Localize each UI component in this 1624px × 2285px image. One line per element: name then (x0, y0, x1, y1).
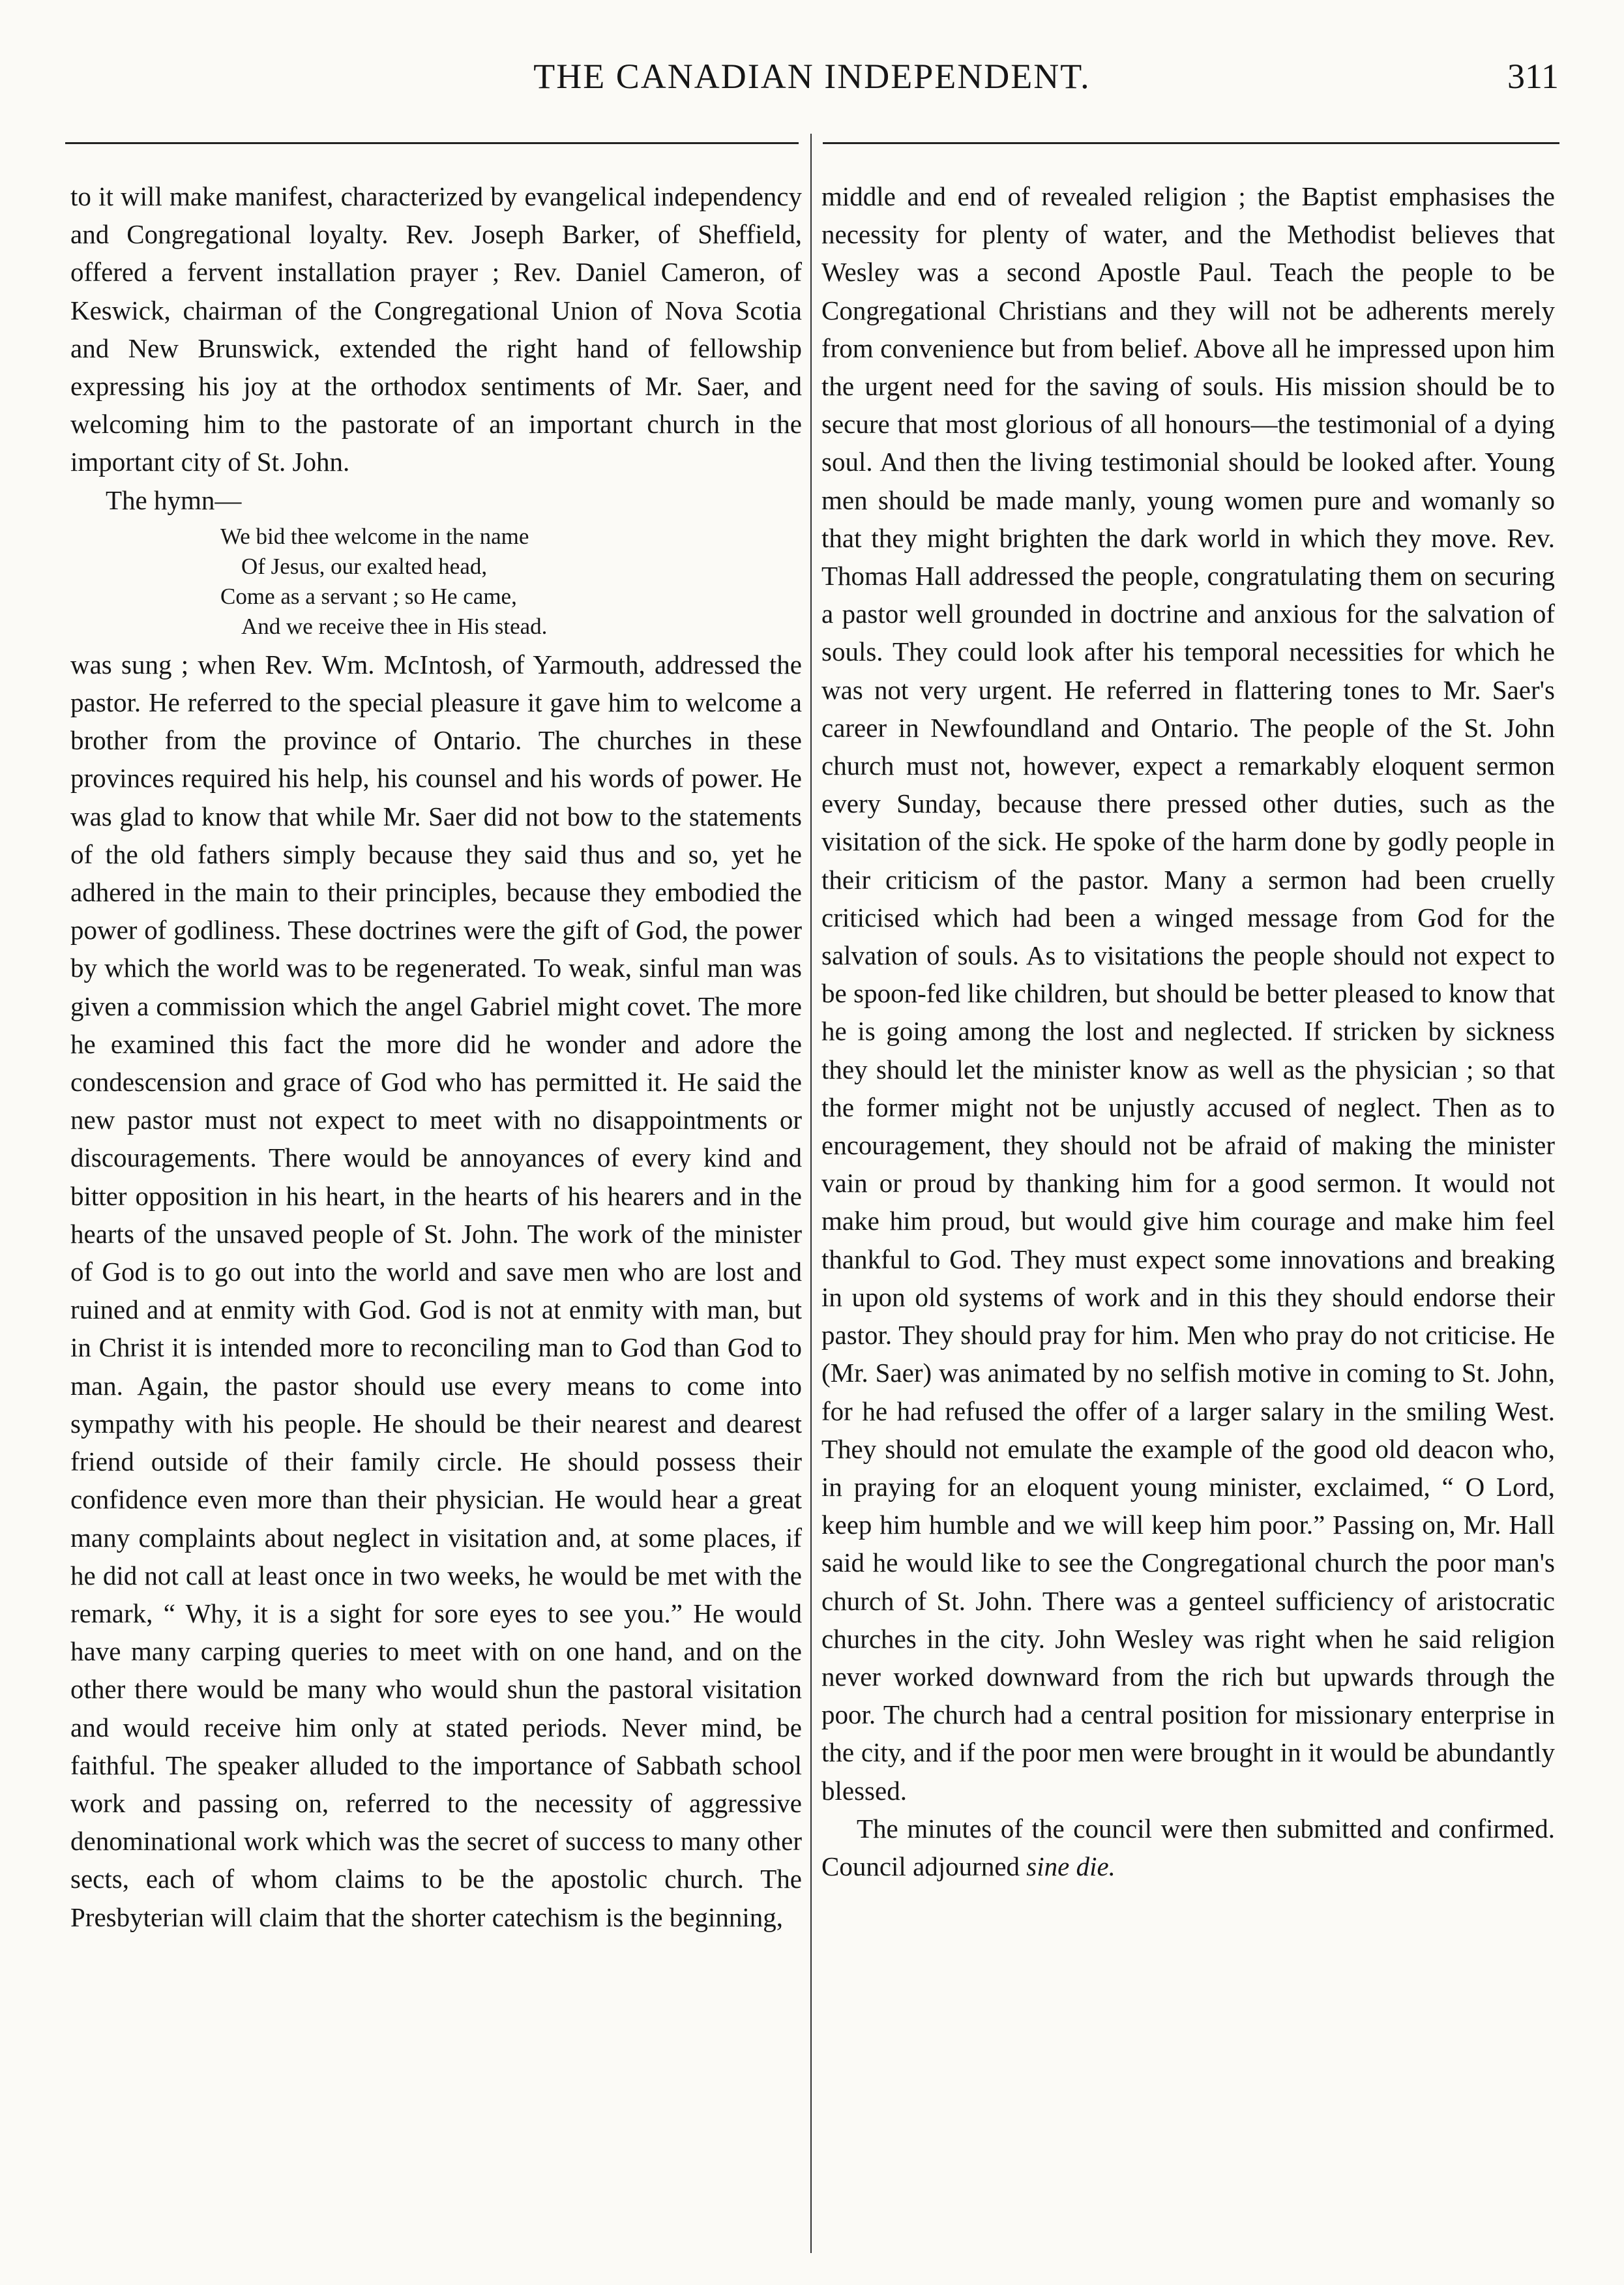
hymn-intro: The hymn— (106, 485, 242, 515)
right-paragraph-1: middle and end of revealed religion ; the Baptist emphasises the necessity for plenty of water, and the Methodist believes that Wesley was a second Apostle Paul. Teach the people to be Congregational Christians and they will not be adherents merely from convenience but from belief. Above all he impressed upon him the urgent need for the saving of souls. His mission should be to secure that most glorious of all honours—the testimonial of a dying soul. And then the living testimonial should be looked after. Young men should be made manly, young women pure and womanly so that they might brighten the dark world in which they move. Rev. Thomas Hall addressed the people, congratulating them on securing a pastor well grounded in doctrine and anxious for the salvation of souls. They could look after his temporal necessities for which he was not very urgent. He referred in flattering tones to Mr. Saer's career in Newfoundland and Ontario. The people of the St. John church must not, however, expect a remarkably eloquent sermon every Sunday, because there pressed other duties, such as the visitation of the sick. He spoke of the harm done by godly people in their criticism of the pastor. Many a sermon had been cruelly criticised which had been a winged message from God for the salvation of souls. As to visitations the people should not expect to be spoon-fed like children, but should be better pleased to know that he is going among the lost and neglected. If stricken by sickness they should let the minister know as well as the physician ; so that the former might not be unjustly accused of neglect. Then as to encouragement, they should not be afraid of making the minister vain or proud by thanking him for a good sermon. It would not make him proud, but would give him courage and make him feel thankful to God. They must expect some innovations and breaking in upon old systems of work and in this they should endorse their pastor. They should pray for him. Men who pray do not criticise. He (Mr. Saer) was animated by no selfish motive in coming to St. John, for he had refused the offer of a larger salary in the smiling West. They should not emulate the example of the good old deacon who, in praying for an eloquent young minister, exclaimed, “ O Lord, keep him humble and we will keep him poor.” Passing on, Mr. Hall said he would like to see the Congregational church the poor man's church of St. John. There was a genteel sufficiency of aristocratic churches in the city. John Wesley was right when he said religion never worked downward from the rich but upwards through the poor. The church had a central position for missionary enterprise in the city, and if the poor men were brought in it would be abundantly blessed. (821, 181, 1555, 1806)
hymn-verse (70, 522, 802, 642)
left-column (70, 177, 802, 1936)
journal-title: THE CANADIAN INDEPENDENT. (533, 57, 1091, 96)
column-divider (810, 134, 812, 2253)
closing-text: The minutes of the council were then submitted and confirmed. Council adjourned (821, 1813, 1555, 1881)
header-rule-left (65, 142, 799, 144)
hymn-line-3: Come as a servant ; so He came, (220, 583, 517, 609)
header-rule-right (823, 142, 1559, 144)
hymn-line-2: Of Jesus, our exalted head, (241, 553, 488, 579)
hymn-line-4: And we receive thee in His stead. (241, 613, 548, 639)
page-number: 311 (1507, 57, 1559, 96)
left-paragraph-2: was sung ; when Rev. Wm. McIntosh, of Yarmouth, addressed the pastor. He referred to the special pleasure it gave him to welcome a brother from the province of Ontario. The churches in these provinces required his help, his counsel and his words of power. He was glad to know that while Mr. Saer did not bow to the statements of the old fathers simply because they said thus and so, yet he adhered in the main to their principles, because they embodied the power of godliness. These doctrines were the gift of God, the power by which the world was to be regenerated. To weak, sinful man was given a commission which the angel Gabriel might covet. The more he examined this fact the more did he wonder and adore the condescension and grace of God who has permitted it. He said the new pastor must not expect to meet with no disappointments or discouragements. There would be annoyances of every kind and bitter opposition in his heart, in the hearts of his hearers and in the hearts of the unsaved people of St. John. The work of the minister of God is to go out into the world and save men who are lost and ruined and at enmity with God. God is not at enmity with man, but in Christ it is intended more to reconciling man to God than God to man. Again, the pastor should use every means to come into sympathy with his people. He should be their nearest and dearest friend outside of their family circle. He should possess their confidence even more than their physician. He would hear a great many complaints about neglect in visitation and, at some places, if he did not call at least once in two weeks, he would be met with the remark, “ Why, it is a sight for sore eyes to see you.” He would have many carping queries to meet with on one hand, and on the other there would be many who would shun the pastoral visitation and would receive him only at stated periods. Never mind, be faithful. The speaker alluded to the importance of Sabbath school work and passing on, referred to the necessity of aggressive denominational work which was the secret of success to many other sects, each of whom claims to be the apostolic church. The Presbyterian will claim that the shorter catechism is the beginning, (70, 649, 802, 1932)
closing-latin-phrase: sine die. (1026, 1851, 1115, 1881)
right-column (821, 177, 1555, 1885)
right-paragraph-2 (821, 1810, 1555, 1885)
hymn-line-1: We bid thee welcome in the name (220, 523, 529, 549)
left-paragraph-1: to it will make manifest, characterized by evangelical independency and Congregational loyalty. Rev. Joseph Barker, of Sheffield, offered a fervent installation prayer ; Rev. Daniel Cameron, of Keswick, chairman of the Congregational Union of Nova Scotia and New Brunswick, extended the right hand of fellowship expressing his joy at the orthodox sentiments of Mr. Saer, and welcoming him to the pastorate of an important church in the important city of St. John. (70, 181, 802, 477)
running-header (59, 57, 1565, 123)
